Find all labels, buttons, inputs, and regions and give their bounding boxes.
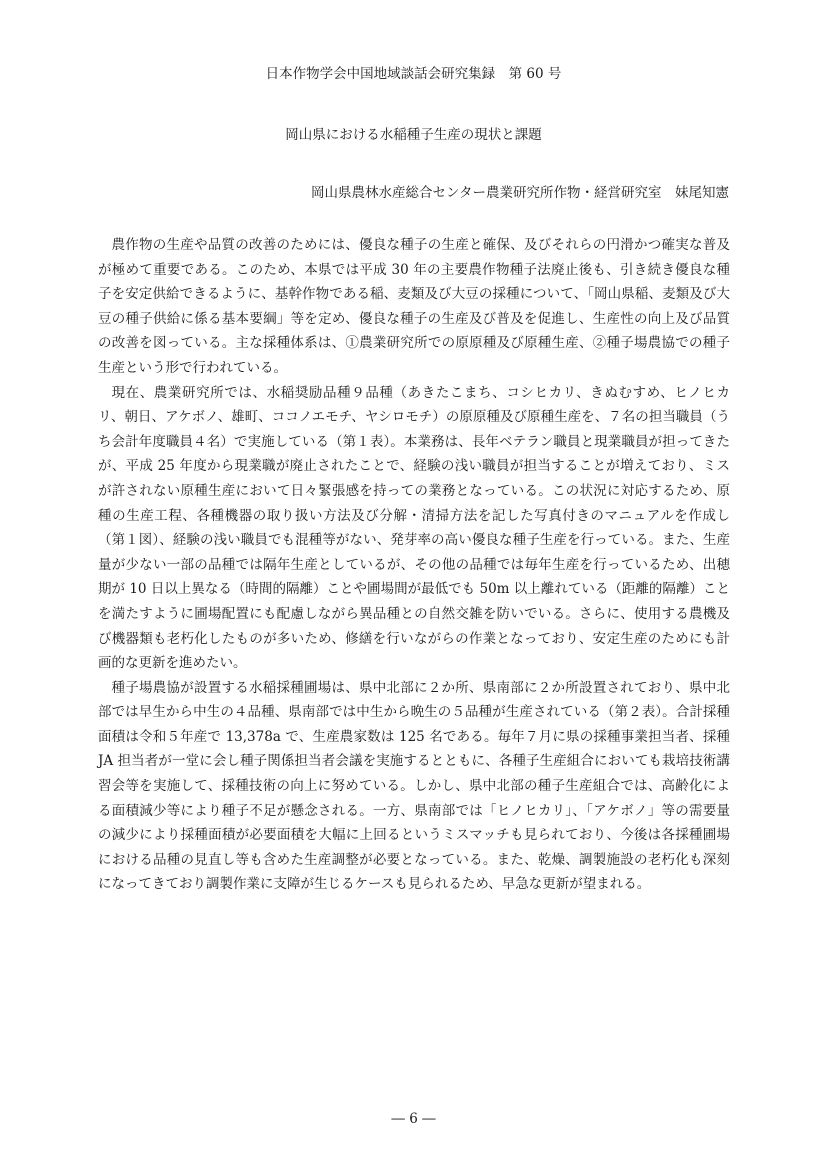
- article-title: 岡山県における水稲種子生産の現状と課題: [285, 127, 542, 143]
- page-number: ― 6 ―: [391, 1111, 436, 1127]
- body-paragraph-2: 現在、農業研究所では、水稲奨励品種９品種（あきたこまち、コシヒカリ、きぬむすめ、ヒノヒカリ、朝日、アケボノ、雄町、ココノエモチ、ヤシロモチ）の原原種及び原種生産を、７名の担当職員（うち会計年度職員４名）で実施している（第１表）。本業務は、長年ベテラン職員と現業職員が担ってきたが、平成 25 年度から現業職が廃止されたことで、経験の浅い職員が担当することが増えており、ミスが許されない原種生産において日々緊張感を持っての業務となっている。この状況に対応するため、原種の生産工程、各種機器の取り扱い方法及び分解・清掃方法を記した写真付きのマニュアルを作成し（第１図）、経験の浅い職員でも混種等がない、発芽率の高い優良な種子生産を行っている。また、生産量が少ない一部の品種では隔年生産としているが、その他の品種では毎年生産を行っているため、出穂期が 10 日以上異なる（時間的隔離）ことや圃場間が最低でも 50m 以上離れている（距離的隔離）ことを満たすように圃場配置にも配慮しながら異品種との自然交雑を防いでいる。さらに、使用する農機及び機器類も老朽化したものが多いため、修繕を行いながらの作業となっており、安定生産のためにも計画的な更新を進めたい。: [98, 384, 730, 672]
- article-body: [98, 233, 730, 897]
- body-paragraph-1: 農作物の生産や品質の改善のためには、優良な種子の生産と確保、及びそれらの円滑かつ確実な普及が極めて重要である。このため、本県では平成 30 年の主要農作物種子法廃止後も、引き続き優良な種子を安定供給できるように、基幹作物である稲、麦類及び大豆の採種について、「岡山県稲、麦類及び大豆の種子供給に係る基本要綱」等を定め、優良な種子の生産及び普及を促進し、生産性の向上及び品質の改善を図っている。主な採種体系は、①農業研究所での原原種及び原種生産、②種子場農協での種子生産という形で行われている。: [98, 237, 730, 376]
- author-affiliation: 岡山県農林水産総合センター農業研究所作物・経営研究室 妹尾知憲: [311, 185, 729, 201]
- journal-header: 日本作物学会中国地域談話会研究集録 第 60 号: [265, 66, 562, 82]
- body-paragraph-3: 種子場農協が設置する水稲採種圃場は、県中北部に２か所、県南部に２か所設置されており、県中北部では早生から中生の４品種、県南部では中生から晩生の５品種が生産されている（第２表）。合計採種面積は令和５年産で 13,378a で、生産農家数は 125 名である。毎年７月に県の採種事業担当者、採種 JA 担当者が一堂に会し種子関係担当者会議を実施するとともに、各種子生産組合においても栽培技術講習会等を実施して、採種技術の向上に努めている。しかし、県中北部の種子生産組合では、高齢化による面積減少等により種子不足が懸念される。一方、県南部では「ヒノヒカリ」、「アケボノ」等の需要量の減少により採種面積が必要面積を大幅に上回るというミスマッチも見られており、今後は各採種圃場における品種の見直し等も含めた生産調整が必要となっている。また、乾燥、調製施設の老朽化も深刻になってきており調製作業に支障が生じるケースも見られるため、早急な更新が望まれる。: [98, 679, 730, 893]
